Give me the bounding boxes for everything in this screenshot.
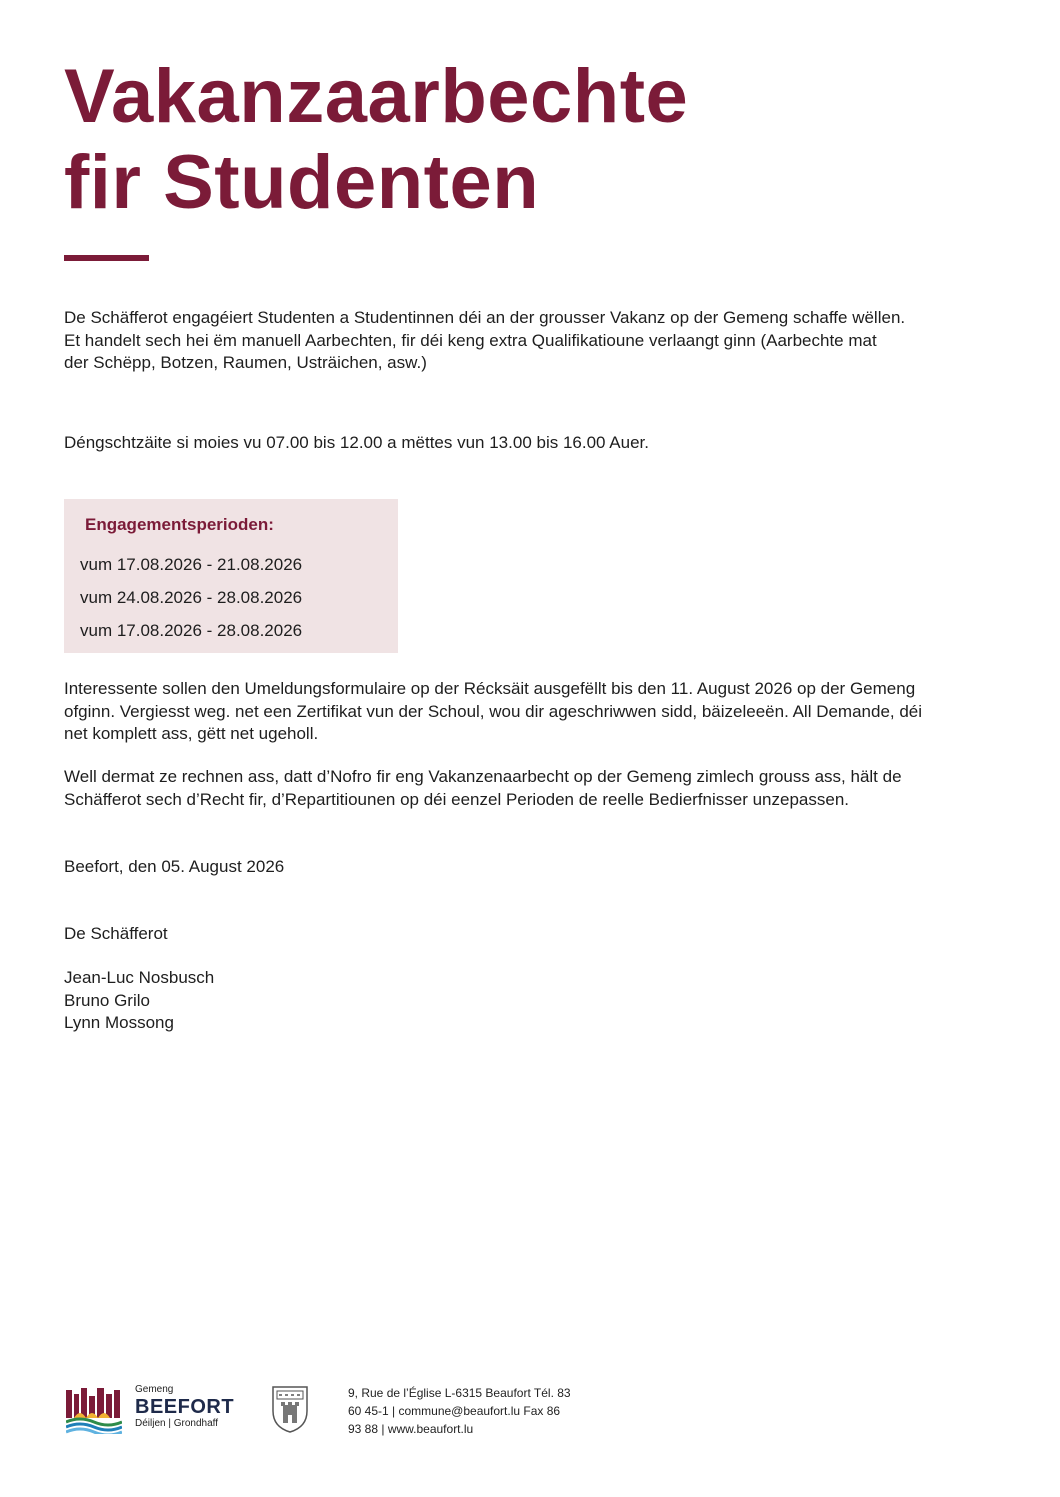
periods-heading: Engagementsperioden:: [85, 515, 274, 534]
title-line-2: fir Studenten: [64, 140, 540, 225]
notice-line-1: Well dermat ze rechnen ass, datt d’Nofro fir eng Vakanzenaarbecht op der Gemeng zimlech grouss ass, hält de: [64, 767, 902, 786]
signature-body: De Schäfferot: [64, 924, 168, 943]
application-line-1: Interessente sollen den Umeldungsformulaire op der Récksäit ausgefëllt bis den 11. August 2026 op der Gemeng: [64, 679, 916, 698]
signatory-name: Jean-Luc Nosbusch: [64, 968, 215, 987]
address-line-1: 9, Rue de l’Église L-6315 Beaufort Tél. 83: [348, 1386, 571, 1400]
page-title: [64, 54, 688, 226]
logo-gemeng-label: Gemeng: [135, 1384, 174, 1395]
period-item: vum 17.08.2026 - 28.08.2026: [80, 621, 303, 640]
period-item: vum 17.08.2026 - 21.08.2026: [80, 555, 303, 574]
signatory-names: [64, 967, 214, 1035]
period-item: vum 24.08.2026 - 28.08.2026: [80, 588, 303, 607]
application-line-3: net komplett ass, gëtt net ugeholl.: [64, 724, 319, 743]
beefort-logo: [135, 1384, 234, 1430]
notice-paragraph: [64, 766, 984, 811]
footer-address: [348, 1384, 571, 1438]
intro-line-1: De Schäfferot engagéiert Studenten a Studentinnen déi an der grousser Vakanz op der Gemeng schaffe wëllen.: [64, 308, 906, 327]
signatory-name: Lynn Mossong: [64, 1013, 174, 1032]
application-line-2: ofginn. Vergiesst weg. net een Zertifikat vun der Schoul, wou dir ageschriwwen sidd, bäizeleeën. All Demande, déi: [64, 701, 923, 721]
date-line: Beefort, den 05. August 2026: [64, 857, 285, 876]
address-line-2: 60 45-1 | commune@beaufort.lu Fax 86: [348, 1404, 561, 1418]
logo-subtitle: Déiljen | Grondhaff: [135, 1418, 219, 1429]
engagement-periods-box: [64, 499, 398, 653]
notice-line-2: Schäfferot sech d’Recht fir, d’Repartitiounen op déi eenzel Perioden de reelle Bedierfnisser unzepassen.: [64, 789, 850, 809]
title-underline: [64, 255, 149, 261]
castle-wave-logo-icon: [66, 1386, 122, 1434]
title-line-1: Vakanzaarbechte: [64, 54, 689, 139]
logo-name: BEEFORT: [135, 1396, 235, 1418]
signatory-name: Bruno Grilo: [64, 990, 150, 1010]
intro-paragraph: [64, 307, 984, 375]
address-line-3: 93 88 | www.beaufort.lu: [348, 1422, 474, 1436]
coat-of-arms-icon: [271, 1385, 309, 1433]
intro-line-3: der Schëpp, Botzen, Raumen, Usträichen, asw.): [64, 353, 427, 372]
application-paragraph: [64, 678, 984, 746]
working-hours: Déngschtzäite si moies vu 07.00 bis 12.00 a mëttes vun 13.00 bis 16.00 Auer.: [64, 433, 649, 452]
intro-line-2: Et handelt sech hei ëm manuell Aarbechten, fir déi keng extra Qualifikatioune verlaangt ginn (Aarbechte mat: [64, 330, 877, 350]
